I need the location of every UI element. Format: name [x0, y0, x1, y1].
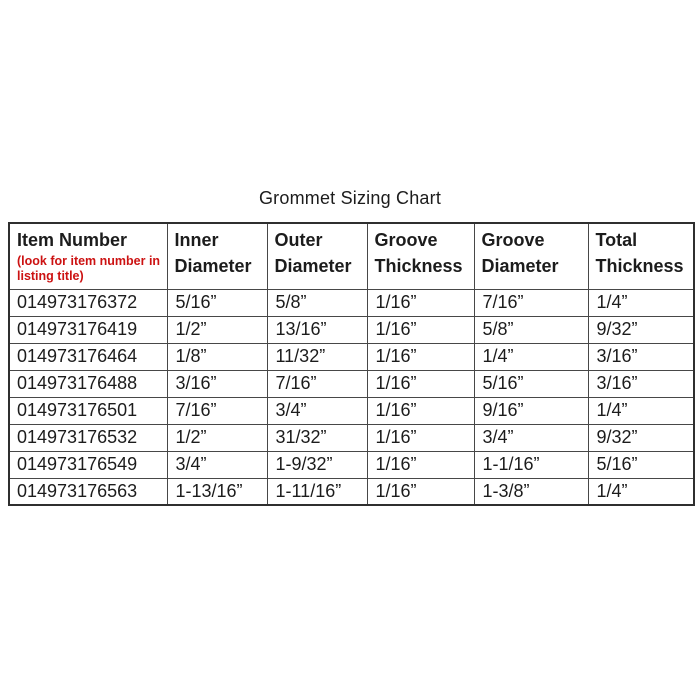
cell-groove-thickness: 1/16”	[367, 451, 474, 478]
table-row	[9, 316, 694, 343]
col-header-inner-diameter: Inner Diameter	[167, 223, 267, 289]
cell-inner-diameter: 3/4”	[167, 451, 267, 478]
cell-inner-diameter: 1/8”	[167, 343, 267, 370]
cell-outer-diameter: 31/32”	[267, 424, 367, 451]
cell-groove-thickness: 1/16”	[367, 424, 474, 451]
cell-item-number: 014973176419	[9, 316, 167, 343]
cell-groove-diameter: 1-1/16”	[474, 451, 588, 478]
cell-total-thickness: 1/4”	[588, 478, 694, 505]
cell-item-number: 014973176372	[9, 289, 167, 316]
cell-item-number: 014973176563	[9, 478, 167, 505]
cell-groove-thickness: 1/16”	[367, 397, 474, 424]
table-row	[9, 451, 694, 478]
cell-inner-diameter: 7/16”	[167, 397, 267, 424]
cell-item-number: 014973176464	[9, 343, 167, 370]
col-header-groove-thickness: Groove Thickness	[367, 223, 474, 289]
cell-groove-thickness: 1/16”	[367, 370, 474, 397]
cell-total-thickness: 1/4”	[588, 397, 694, 424]
cell-groove-thickness: 1/16”	[367, 289, 474, 316]
col-header-outer-diameter: Outer Diameter	[267, 223, 367, 289]
cell-total-thickness: 9/32”	[588, 424, 694, 451]
cell-total-thickness: 1/4”	[588, 289, 694, 316]
cell-item-number: 014973176549	[9, 451, 167, 478]
table-row	[9, 343, 694, 370]
cell-groove-thickness: 1/16”	[367, 316, 474, 343]
col-header-item-number-label: Item Number	[17, 230, 128, 250]
cell-total-thickness: 3/16”	[588, 343, 694, 370]
page-title: Grommet Sizing Chart	[258, 188, 442, 208]
cell-total-thickness: 3/16”	[588, 370, 694, 397]
cell-groove-diameter: 5/16”	[474, 370, 588, 397]
cell-inner-diameter: 3/16”	[167, 370, 267, 397]
cell-outer-diameter: 1-9/32”	[267, 451, 367, 478]
col-header-item-number	[9, 223, 167, 289]
cell-total-thickness: 9/32”	[588, 316, 694, 343]
cell-inner-diameter: 1/2”	[167, 424, 267, 451]
cell-outer-diameter: 3/4”	[267, 397, 367, 424]
cell-groove-thickness: 1/16”	[367, 343, 474, 370]
cell-outer-diameter: 1-11/16”	[267, 478, 367, 505]
table-row	[9, 478, 694, 505]
table-row	[9, 397, 694, 424]
cell-groove-diameter: 7/16”	[474, 289, 588, 316]
cell-groove-diameter: 1-3/8”	[474, 478, 588, 505]
cell-outer-diameter: 7/16”	[267, 370, 367, 397]
cell-outer-diameter: 13/16”	[267, 316, 367, 343]
cell-groove-diameter: 3/4”	[474, 424, 588, 451]
cell-groove-diameter: 1/4”	[474, 343, 588, 370]
col-header-total-thickness: Total Thickness	[588, 223, 694, 289]
grommet-sizing-table	[8, 222, 695, 506]
table-row	[9, 370, 694, 397]
cell-total-thickness: 5/16”	[588, 451, 694, 478]
cell-groove-diameter: 5/8”	[474, 316, 588, 343]
cell-groove-diameter: 9/16”	[474, 397, 588, 424]
cell-item-number: 014973176488	[9, 370, 167, 397]
table-row	[9, 424, 694, 451]
table-header-row	[9, 223, 694, 289]
cell-outer-diameter: 11/32”	[267, 343, 367, 370]
col-header-groove-diameter: Groove Diameter	[474, 223, 588, 289]
cell-outer-diameter: 5/8”	[267, 289, 367, 316]
cell-groove-thickness: 1/16”	[367, 478, 474, 505]
cell-item-number: 014973176532	[9, 424, 167, 451]
cell-inner-diameter: 1/2”	[167, 316, 267, 343]
cell-item-number: 014973176501	[9, 397, 167, 424]
cell-inner-diameter: 1-13/16”	[167, 478, 267, 505]
col-header-item-number-note: (look for item number in listing title)	[17, 254, 161, 283]
table-row	[9, 289, 694, 316]
cell-inner-diameter: 5/16”	[167, 289, 267, 316]
